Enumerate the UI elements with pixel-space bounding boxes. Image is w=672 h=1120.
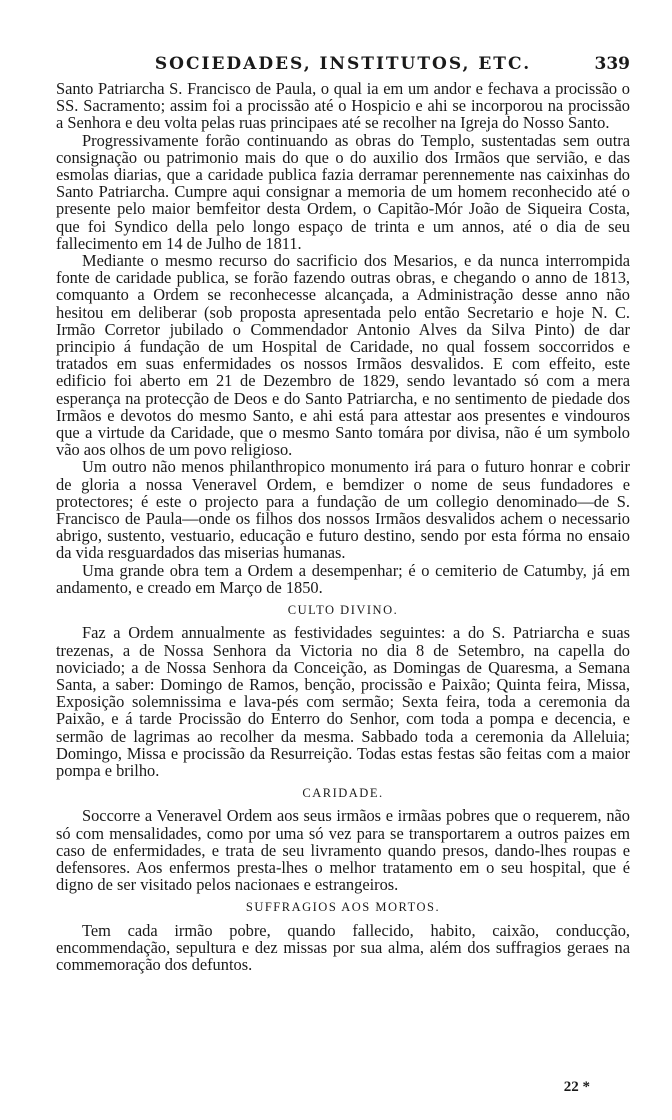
paragraph-caridade: Soccorre a Veneravel Ordem aos seus irmãos e irmãas pobres que o requerem, não só com mensalidades, como por uma só vez para se transportarem a outros paizes em caso de enfermidades, e trata de seu livramento quando presos, dando-lhes roupas e defensores. Aos enfermos presta-lhes o melhor tratamento em o seu hospital, que é digno de ser visitado pelos nacionaes e estrangeiros. — [56, 806, 630, 895]
paragraph-culto: Faz a Ordem annualmente as festividades seguintes: a do S. Patriarcha e suas trezenas, a de Nossa Senhora da Victoria no dia 8 de Setembro, na capella do noviciado; a de Nossa Senhora da Conceição, as Domingas de Quaresma, a Semana Santa, a saber: Domingo de Ramos, benção, procissão e Paixão; Quinta feira, Missa, Exposição solemnissima e lava-pés com sermão; Sexta feira, toda a ceremonia da Paixão, e á tarde Procissão do Enterro do Senhor, com toda a pompa e decencia, e sermão de lagrimas ao recolher da mesma. Sabbado toda a ceremonia da Alleluia; Domingo, Missa e procissão da Resurreição. Todas estas festas são feitas com a maior pompa e brilho. — [56, 623, 630, 780]
paragraph: Mediante o mesmo recurso do sacrificio dos Mesarios, e da nunca interrompida fonte de caridade publica, se forão fazendo outras obras, e chegando o anno de 1813, comquanto a Ordem se reconhecesse alcançada, a Administração desse anno não hesitou em deliberar (sob proposta apresentada pelo então Secretario e hoje N. C. Irmão Corretor jubilado o Commendador Antonio Alves da Silva Pinto) de dar principio á fundação de um Hospital de Caridade, no qual fossem soccorridos e tratados em suas enfermidades os nossos Irmãos desvalidos. E com effeito, este edificio foi aberto em 21 de Dezembro de 1829, sendo levantado só com a mera esperança na protecção de Deos e do Santo Patriarcha, e no sentimento de piedade dos Irmãos e devotos do mesmo Santo, e ahi está para attestar aos presentes e vindouros que a virtude da Caridade, que o mesmo Santo tomára por divisa, não é um symbolo vão aos olhos de um povo religioso. — [56, 251, 630, 460]
paragraph-suffragios: Tem cada irmão pobre, quando fallecido, habito, caixão, conducção, encommendação, sepultura e dez missas por sua alma, além dos suffragios geraes na commemoração dos defuntos. — [56, 920, 630, 974]
body-text — [56, 80, 630, 973]
section-title-caridade: CARIDADE. — [302, 786, 384, 801]
section-title-culto: CULTO DIVINO. — [287, 603, 399, 618]
paragraph: Santo Patriarcha S. Francisco de Paula, o qual ia em um andor e fechava a procissão o SS. Sacramento; assim foi a procissão até o Hospicio e ahi se incorporou na procissão a Senhora e deu volta pelas ruas principaes até se recolher na Igreja do Nosso Santo. — [56, 79, 630, 133]
section-title-suffragios: SUFFRAGIOS AOS MORTOS. — [245, 900, 441, 915]
signature-mark: 22 * — [563, 1079, 590, 1095]
page-number: 339 — [594, 54, 630, 74]
header-title: SOCIEDADES, INSTITUTOS, ETC. — [154, 54, 532, 74]
page — [56, 52, 630, 1102]
paragraph: Uma grande obra tem a Ordem a desempenhar; é o cemiterio de Catumby, já em andamento, e creado em Março de 1850. — [56, 560, 630, 597]
running-header — [56, 52, 630, 76]
paragraph: Um outro não menos philanthropico monumento irá para o futuro honrar e cobrir de gloria a nossa Veneravel Ordem, e bemdizer o nome de seus fundadores e protectores; é este o projecto para a fundação de um collegio denominado—de S. Francisco de Paula—onde os filhos dos nossos Irmãos desvalidos achem o necessario abrigo, sustento, vestuario, educação e futuro destino, sendo por esta fórma no ensaio da vida resguardados das miserias humanas. — [56, 457, 630, 563]
paragraph: Progressivamente forão continuando as obras do Templo, sustentadas sem outra consignação ou patrimonio mais do que o do auxilio dos Irmãos que servião, e das esmolas diarias, que a caridade publica fazia derramar perennemente nas caixinhas do Santo Patriarcha. Cumpre aqui consignar a memoria de um homem reconhecido até o presente pelo maior bemfeitor desta Ordem, o Capitão-Mór João de Siqueira Costa, que foi Syndico della pelo longo espaço de trinta e um annos, até o dia de seu fallecimento em 14 de Julho de 1811. — [56, 130, 630, 253]
